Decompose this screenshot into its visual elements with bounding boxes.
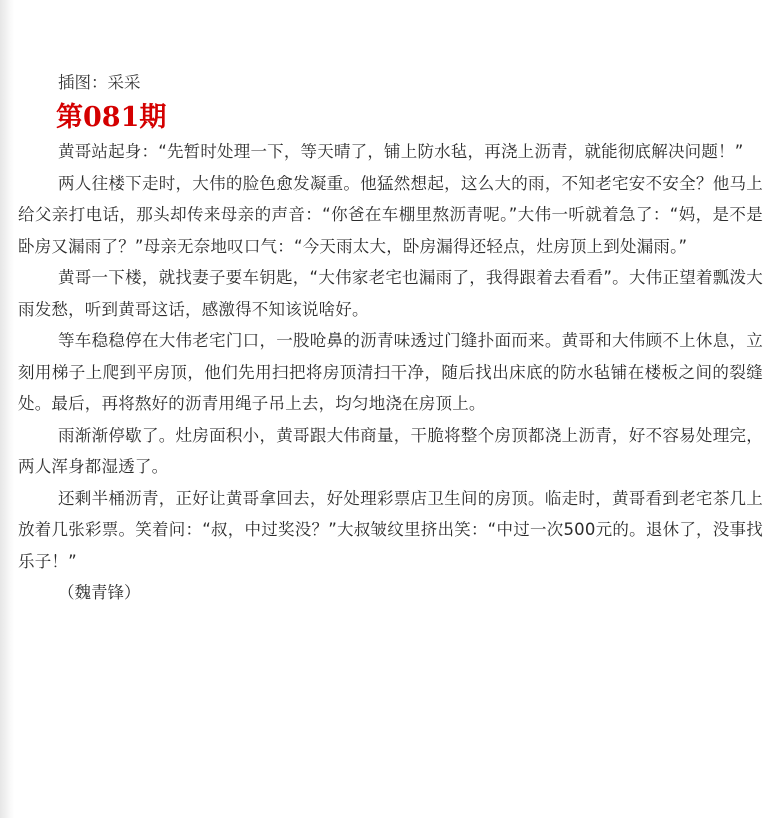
author-byline: （魏青锋） xyxy=(58,583,141,602)
paragraph-1: 黄哥站起身：“先暂时处理一下，等天晴了，铺上防水毡，再浇上沥青，就能彻底解决问题！” xyxy=(58,142,744,161)
page-edge-shadow xyxy=(0,0,14,818)
paragraph-6: 还剩半桶沥青，正好让黄哥拿回去，好处理彩票店卫生间的房顶。临走时，黄哥看到老宅茶几上放着几张彩票。笑着问：“叔，中过奖没？”大叔皱纹里挤出笑：“中过一次500元的。退休了，没事找乐子！” xyxy=(18,488,763,571)
article xyxy=(18,70,763,609)
paragraph-5: 雨渐渐停歇了。灶房面积小，黄哥跟大伟商量，干脆将整个房顶都浇上沥青，好不容易处理完，两人浑身都湿透了。 xyxy=(18,425,763,476)
paragraph-4: 等车稳稳停在大伟老宅门口，一股呛鼻的沥青味透过门缝扑面而来。黄哥和大伟顾不上休息，立刻用梯子上爬到平房顶，他们先用扫把将房顶清扫干净，随后找出床底的防水毡铺在楼板之间的裂缝处。最后，再将熬好的沥青用绳子吊上去，均匀地浇在房顶上。 xyxy=(18,331,763,413)
illustration-credit: 插图：采采 xyxy=(58,73,141,92)
paragraph-3: 黄哥一下楼，就找妻子要车钥匙，“大伟家老宅也漏雨了，我得跟着去看看”。大伟正望着瓢泼大雨发愁，听到黄哥这话，感激得不知该说啥好。 xyxy=(18,268,763,319)
paragraph-2: 两人往楼下走时，大伟的脸色愈发凝重。他猛然想起，这么大的雨，不知老宅安不安全？他马上给父亲打电话，那头却传来母亲的声音：“你爸在车棚里熬沥青呢。”大伟一听就着急了：“妈，是不是卧房又漏雨了？”母亲无奈地叹口气：“今天雨太大，卧房漏得还轻点，灶房顶上到处漏雨。” xyxy=(18,173,763,256)
issue-title: 第081期 xyxy=(56,102,167,133)
